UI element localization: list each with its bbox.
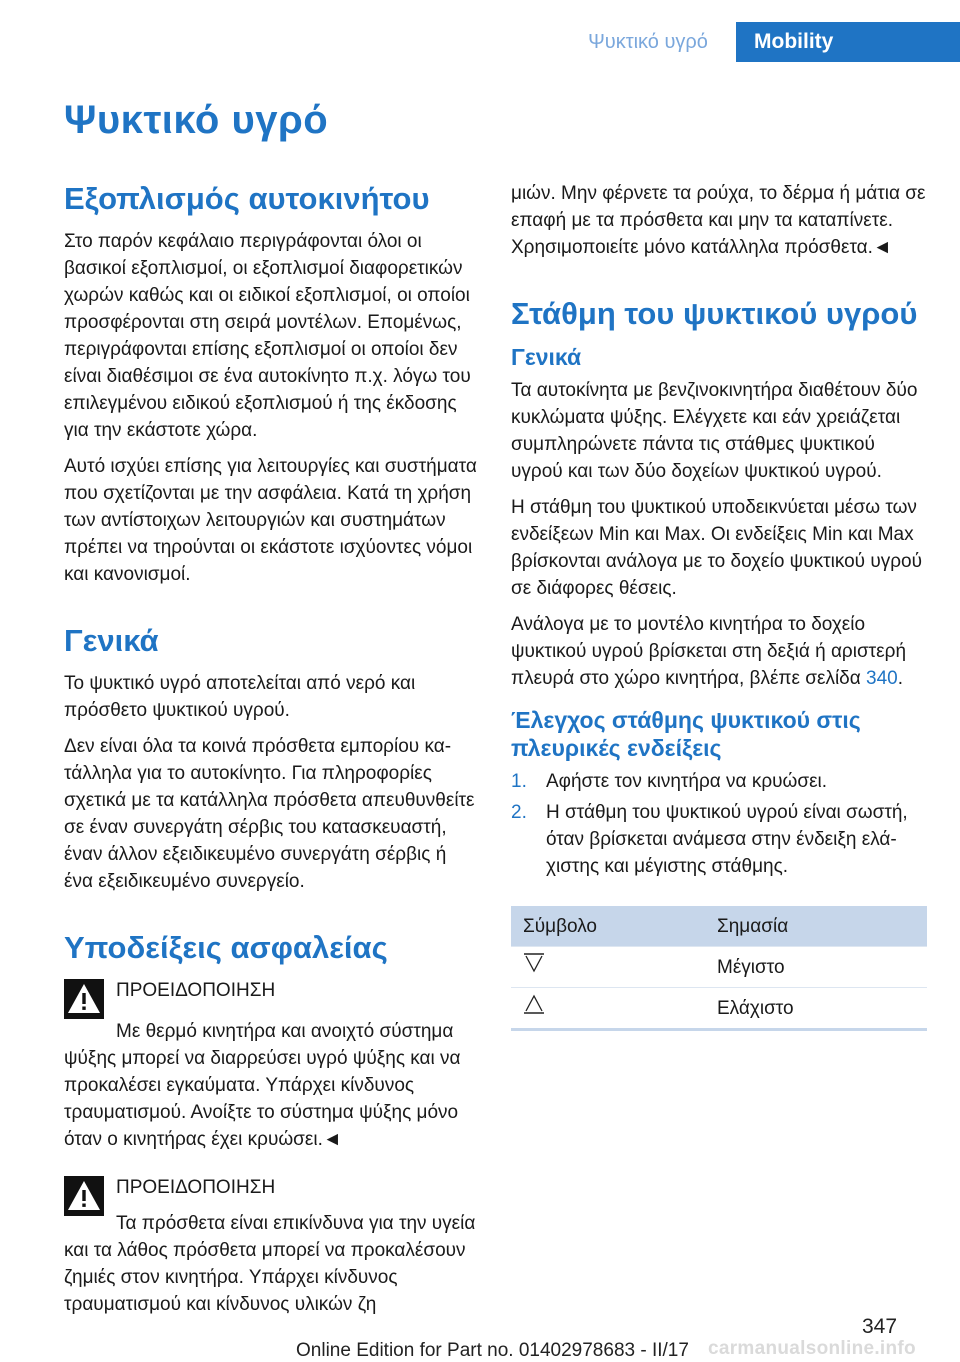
warning-icon — [64, 1176, 104, 1216]
column-header-symbol: Σύμβολο — [511, 906, 705, 947]
step-text: Αφήστε τον κινητήρα να κρυώσει. — [546, 771, 828, 792]
warning-block-2 — [64, 1174, 480, 1327]
equipment-heading: Εξοπλισμός αυτοκινήτου — [64, 181, 430, 216]
column-header-meaning: Σημασία — [705, 906, 927, 947]
symbol-cell — [511, 947, 705, 988]
page-number: 347 — [862, 1315, 898, 1338]
symbol-table — [511, 906, 927, 1031]
level-heading: Στάθμη του ψυκτικού υγρού — [511, 296, 918, 331]
steps-list — [511, 768, 927, 880]
header-tab-mobility[interactable]: Mobility — [736, 22, 960, 62]
general-paragraph-1: Το ψυκτικό υγρό αποτελείται από νερό και πρόσθετο ψυκτικού υγρού. — [64, 673, 416, 721]
equipment-paragraph-1: Στο παρόν κεφάλαιο περιγράφονται όλοι οι βασικοί εξοπλισμοί, οι εξοπλισμοί διαφορετικών χωρών καθώς και οι ειδικοί εξοπλισμοί, οι οποίοι προσφέρονται στη σειρά μοντέλων. Επομένως, περιγράφονται επίσης εξοπλισμοί οι οποίοι δεν είναι διαθέσιμοι σε ένα αυτοκίνητο π.χ. λόγω του επιλεγμένου ειδικού εξοπλισμού ή της έκδοσης για την εκάστοτε χώρα. — [64, 231, 471, 441]
level-paragraph-2: Η στάθμη του ψυκτικού υποδεικνύεται μέσω των ενδείξεων Min και Max. Οι ενδείξεις Min και Max βρίσκονται ανάλογα με το δοχείο ψυκτικού υγρού σε διάφορες θέσεις. — [511, 497, 922, 599]
meaning-cell: Ελάχιστο — [705, 988, 927, 1030]
safety-heading: Υποδείξεις ασφαλείας — [64, 930, 388, 965]
general-paragraph-2: Δεν είναι όλα τα κοινά πρόσθετα εμπορίου κατάλληλα για το αυτοκίνητο. Για πληροφορίες σχετικά με τα κατάλληλα πρόσθετα απευθυνθείτε σε έναν συνεργάτη σέρβις του κατασκευαστή, έναν άλλον εξειδικευμένο συνεργάτη σέρβις ή ένα εξειδικευμένο συνεργείο. — [64, 736, 475, 892]
warning-block-1 — [64, 977, 480, 1162]
general-heading: Γενικά — [64, 623, 159, 658]
general-subheading: Γενικά — [511, 344, 582, 370]
table-row — [511, 947, 927, 988]
warning-text: Τα πρόσθετα είναι επικίνδυνα για την υγεία και τα λάθος πρόσθετα μπορεί να προκαλέσουν ζημιές στον κινητήρα. Υπάρχει κίνδυνος τραυματισμού και κίνδυνος υλικών ζη — [64, 1213, 476, 1315]
step-number: 2. — [511, 802, 527, 823]
table-row — [511, 988, 927, 1030]
check-heading: Έλεγχος στάθμης ψυκτικού στις πλευρικές ενδείξεις — [511, 707, 861, 761]
level-paragraph-3-text: Ανάλογα με το μοντέλο κινητήρα το δοχείο ψυκτικού υγρού βρίσκεται στη δεξιά ή αριστερή πλευρά στο χώρο κινητήρα, βλέπε σελίδα — [511, 614, 907, 689]
level-paragraph-1: Τα αυτοκίνητα με βενζινοκινητήρα διαθέτουν δύο κυκλώματα ψύξης. Ελέγχετε και εάν χρειάζεται συμπληρώνετε πάντα τις στάθμες ψυκτικού υγρού και των δύο δοχείων ψυκτικού υγρού. — [511, 380, 918, 482]
step-item — [511, 768, 927, 795]
header-tab-coolant[interactable]: Ψυκτικό υγρό — [560, 22, 736, 62]
symbol-cell — [511, 988, 705, 1030]
left-column — [64, 180, 480, 1327]
page-title: Ψυκτικό υγρό — [64, 98, 329, 142]
warning-icon — [64, 979, 104, 1019]
warning-text: Με θερμό κινητήρα και ανοιχτό σύστημα ψύξης μπορεί να διαρρεύσει υγρό ψύξης και να προκαλέσει εγκαύματα. Υπάρχει κίνδυνος τραυματισμού. Ανοίξτε το σύστημα ψύξης μόνο όταν ο κινητήρας έχει κρυώσει.◄ — [64, 1021, 461, 1150]
continuation-paragraph: μιών. Μην φέρνετε τα ρούχα, το δέρμα ή μάτια σε επαφή με τα πρόσθετα και μην τα καταπίνετε. Χρησιμοποιείτε μόνο κατάλληλα πρόσθετα.◄ — [511, 183, 926, 258]
equipment-paragraph-2: Αυτό ισχύει επίσης για λειτουργίες και συστήματα που σχετίζονται με την ασφάλεια. Κατά τη χρήση των αντίστοιχων λειτουργιών και συστημάτων πρέπει να τηρούνται οι εκάστοτε ισχύοντες νόμοι και κανονισμοί. — [64, 456, 477, 585]
meaning-cell: Μέγιστο — [705, 947, 927, 988]
warning-label: ΠΡΟΕΙΔΟΠΟΙΗΣΗ — [116, 980, 276, 1001]
min-level-icon — [523, 993, 545, 1015]
max-level-icon — [523, 952, 545, 974]
step-item — [511, 799, 927, 880]
right-column — [511, 180, 927, 1031]
warning-label: ΠΡΟΕΙΔΟΠΟΙΗΣΗ — [116, 1177, 276, 1198]
step-text: Η στάθμη του ψυκτικού υγρού είναι σωστή, όταν βρίσκεται ανάμεσα στην ένδειξη ελάχιστης και μέγιστης στάθμης. — [546, 802, 908, 877]
page-link-340[interactable]: 340 — [866, 668, 898, 689]
level-paragraph-3 — [511, 611, 927, 692]
watermark-text: carmanualsonline.info — [708, 1338, 916, 1359]
edition-text: Online Edition for Part no. 01402978683 - II/17 — [296, 1340, 689, 1361]
table-header-row — [511, 906, 927, 947]
level-paragraph-3-end: . — [897, 668, 904, 689]
step-number: 1. — [511, 771, 527, 792]
